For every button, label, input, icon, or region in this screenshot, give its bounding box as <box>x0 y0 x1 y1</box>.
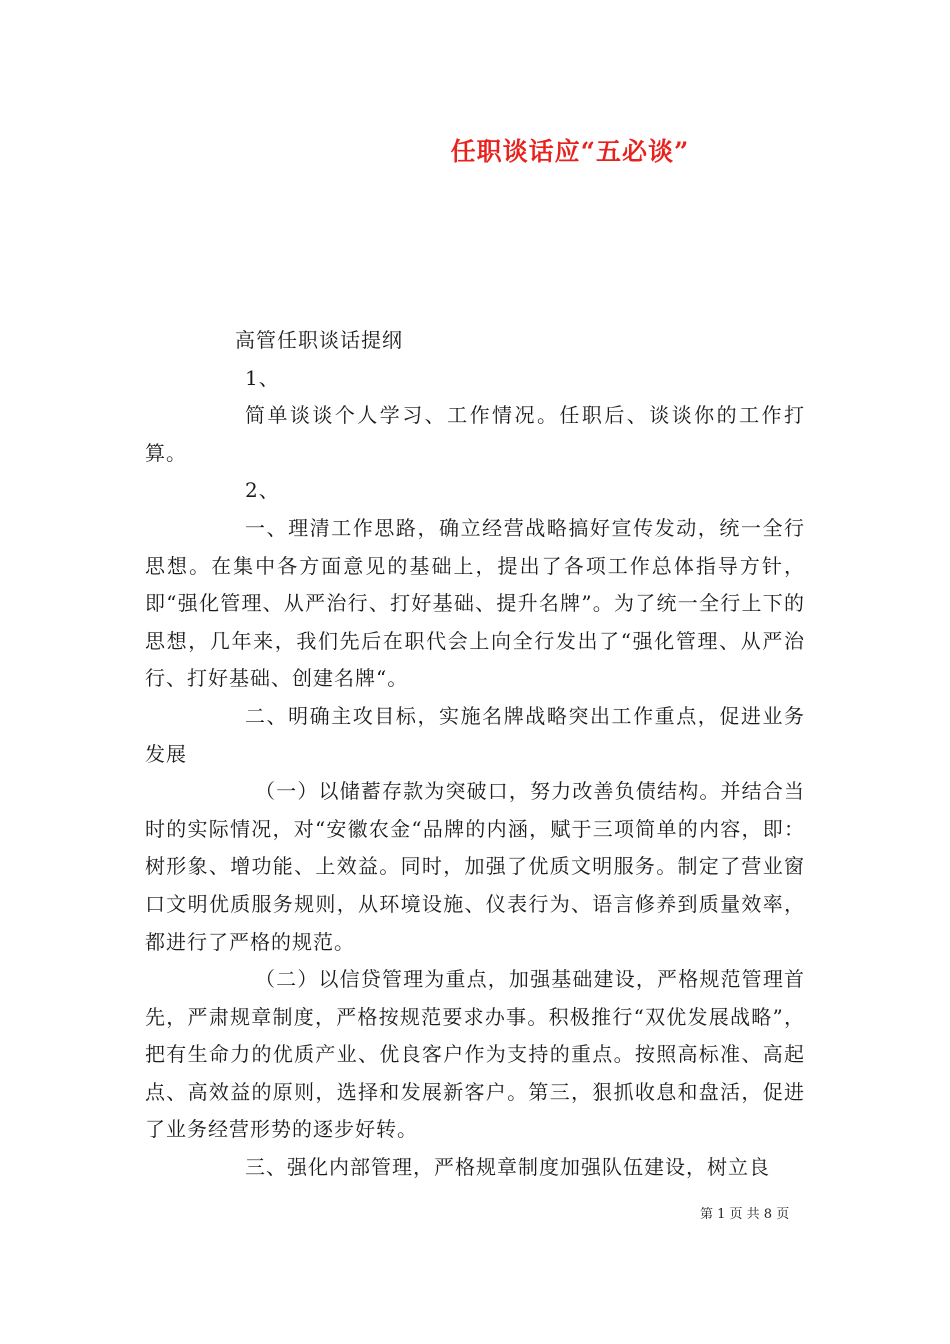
paragraph-section-two: 二、明确主攻目标，实施名牌战略突出工作重点，促进业务发展 <box>145 703 805 766</box>
document-body <box>145 322 805 1187</box>
document-title: 任职谈话应“五必谈” <box>450 137 690 166</box>
paragraph-subsection-one: （一）以储蓄存款为突破口，努力改善负债结构。并结合当时的实际情况，对“安徽农金“品牌的内涵，赋于三项简单的内容，即：树形象、增功能、上效益。同时，加强了优质文明服务。制定了营业窗口文明优质服务规则，从环境设施、仪表行为、语言修养到质量效率，都进行了严格的规范。 <box>145 779 805 954</box>
paragraph-personal-work: 简单谈谈个人学习、工作情况。任职后、谈谈你的工作打算。 <box>145 403 805 465</box>
paragraph-item-1-number: 1、 <box>245 365 280 390</box>
paragraph-item-2-number: 2、 <box>245 478 280 503</box>
paragraph-subsection-two: （二）以信贷管理为重点，加强基础建设，严格规范管理首先，严肃规章制度，严格按规范要求办事。积极推行“双优发展战略”，把有生命力的优质产业、优良客户作为支持的重点。按照高标准、高起点、高效益的原则，选择和发展新客户。第三，狠抓收息和盘活，促进了业务经营形势的逐步好转。 <box>145 967 805 1142</box>
paragraph-section-three: 三、强化内部管理，严格规章制度加强队伍建设，树立良 <box>245 1155 770 1180</box>
paragraph-section-one: 一、理清工作思路，确立经营战略搞好宣传发动，统一全行思想。在集中各方面意见的基础上，提出了各项工作总体指导方针，即“强化管理、从严治行、打好基础、提升名牌”。为了统一全行上下的思想，几年来，我们先后在职代会上向全行发出了“强化管理、从严治行、打好基础、创建名牌“。 <box>145 515 805 691</box>
section-heading: 高管任职谈话提纲 <box>235 328 403 352</box>
page-number-footer: 第 1 页 共 8 页 <box>700 1207 790 1222</box>
